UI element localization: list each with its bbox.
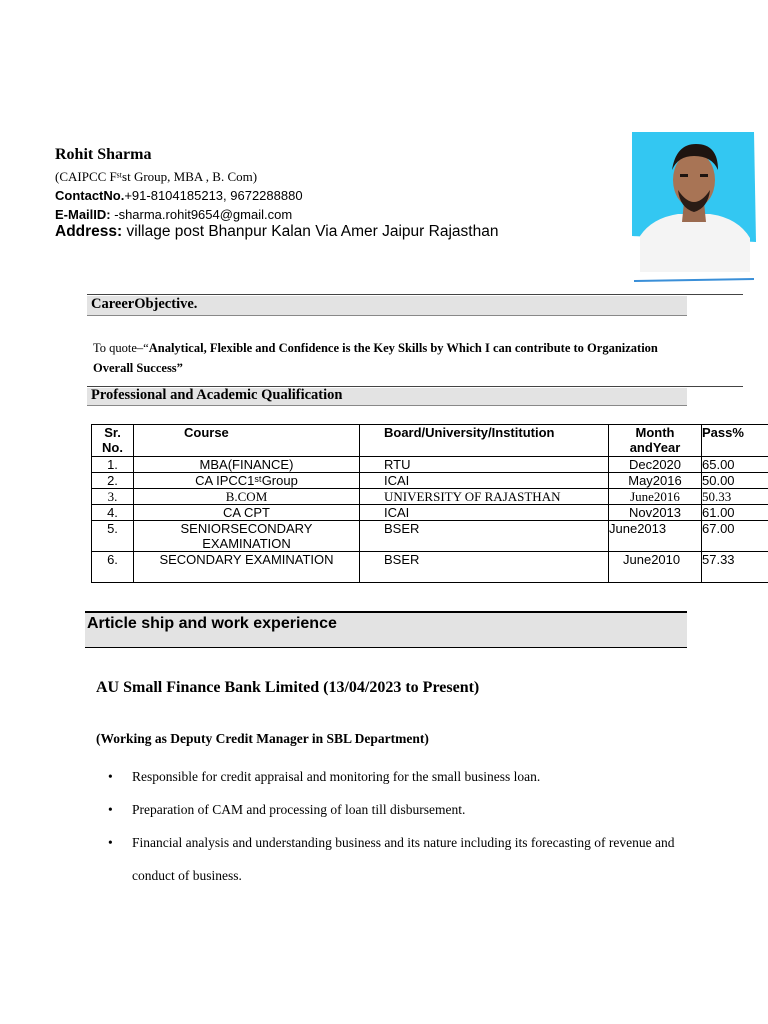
cell-pass: 50.33: [702, 489, 768, 505]
cell-pass: 57.33: [702, 552, 768, 583]
cell-board: RTU: [360, 457, 609, 473]
cell-course: SENIORSECONDARY EXAMINATION: [134, 521, 360, 552]
cell-board: UNIVERSITY OF RAJASTHAN: [360, 489, 609, 505]
cell-date: June2013: [609, 521, 702, 552]
job-role: (Working as Deputy Credit Manager in SBL Department): [96, 731, 429, 746]
cell-board: ICAI: [360, 505, 609, 521]
address-value: village post Bhanpur Kalan Via Amer Jaipur Rajasthan: [122, 223, 499, 240]
cell-sr: 6.: [92, 552, 134, 583]
cell-sr: 4.: [92, 505, 134, 521]
company-title: AU Small Finance Bank Limited (13/04/2023 to Present): [96, 679, 480, 696]
cell-board: BSER: [360, 521, 609, 552]
qualification-heading: Professional and Academic Qualification: [91, 387, 343, 403]
address-line: [55, 223, 498, 241]
cell-course: CA CPT: [134, 505, 360, 521]
table-row: [92, 489, 768, 505]
cell-board: ICAI: [360, 473, 609, 489]
experience-heading: Article ship and work experience: [87, 615, 337, 632]
cell-course: MBA(FINANCE): [134, 457, 360, 473]
column-header-board: Board/University/Institution: [360, 425, 609, 457]
table-row: [92, 457, 768, 473]
objective-prefix: To quote–“: [93, 341, 149, 355]
email-label: E-MailID:: [55, 207, 111, 222]
email-line: [55, 207, 292, 222]
career-objective-heading: CareerObjective.: [91, 296, 198, 312]
objective-statement: Analytical, Flexible and Confidence is the Key Skills by Which I can contribute to Organization Overall Success”: [93, 341, 658, 375]
table-row: [92, 552, 768, 583]
table-row: [92, 505, 768, 521]
career-top-rule: [87, 294, 743, 295]
cell-sr: 5.: [92, 521, 134, 552]
cell-sr: 2.: [92, 473, 134, 489]
address-label: Address:: [55, 223, 123, 240]
cell-date: Nov2013: [609, 505, 702, 521]
cell-course: B.COM: [134, 489, 360, 505]
qualification-table: [91, 424, 768, 583]
cell-pass: 50.00: [702, 473, 768, 489]
table-row: [92, 521, 768, 552]
contact-value: +91-8104185213, 9672288880: [124, 188, 303, 203]
cell-pass: 65.00: [702, 457, 768, 473]
career-objective-text: [93, 338, 683, 378]
duties-list: [108, 760, 688, 892]
column-header-sr: Sr. No.: [92, 425, 134, 457]
cell-sr: 3.: [92, 489, 134, 505]
cell-date: Dec2020: [609, 457, 702, 473]
column-header-course: Course: [134, 425, 360, 457]
contact-label: ContactNo.: [55, 188, 125, 203]
candidate-name: Rohit Sharma: [55, 146, 152, 163]
candidate-qualifications: (CAIPCC Fˢᵗst Group, MBA , B. Com): [55, 169, 258, 184]
table-header-row: [92, 425, 768, 457]
cell-pass: 61.00: [702, 505, 768, 521]
cell-board: BSER: [360, 552, 609, 583]
profile-photo: [632, 132, 756, 282]
cell-pass: 67.00: [702, 521, 768, 552]
cell-course: SECONDARY EXAMINATION: [134, 552, 360, 583]
column-header-pass: Pass%: [702, 425, 768, 457]
cell-course: CA IPCC1ˢᵗGroup: [134, 473, 360, 489]
list-item: • Preparation of CAM and processing of loan till disbursement.: [108, 793, 688, 826]
column-header-month-year: Month andYear: [609, 425, 702, 457]
list-item: • Financial analysis and understanding business and its nature including its forecasting of revenue and conduct of business.: [108, 826, 688, 892]
table-row: [92, 473, 768, 489]
contact-line: [55, 188, 303, 203]
email-value: -sharma.rohit9654@gmail.com: [110, 207, 293, 222]
cell-date: June2010: [609, 552, 702, 583]
list-item: • Responsible for credit appraisal and monitoring for the small business loan.: [108, 760, 688, 793]
cell-date: June2016: [609, 489, 702, 505]
cell-date: May2016: [609, 473, 702, 489]
cell-sr: 1.: [92, 457, 134, 473]
